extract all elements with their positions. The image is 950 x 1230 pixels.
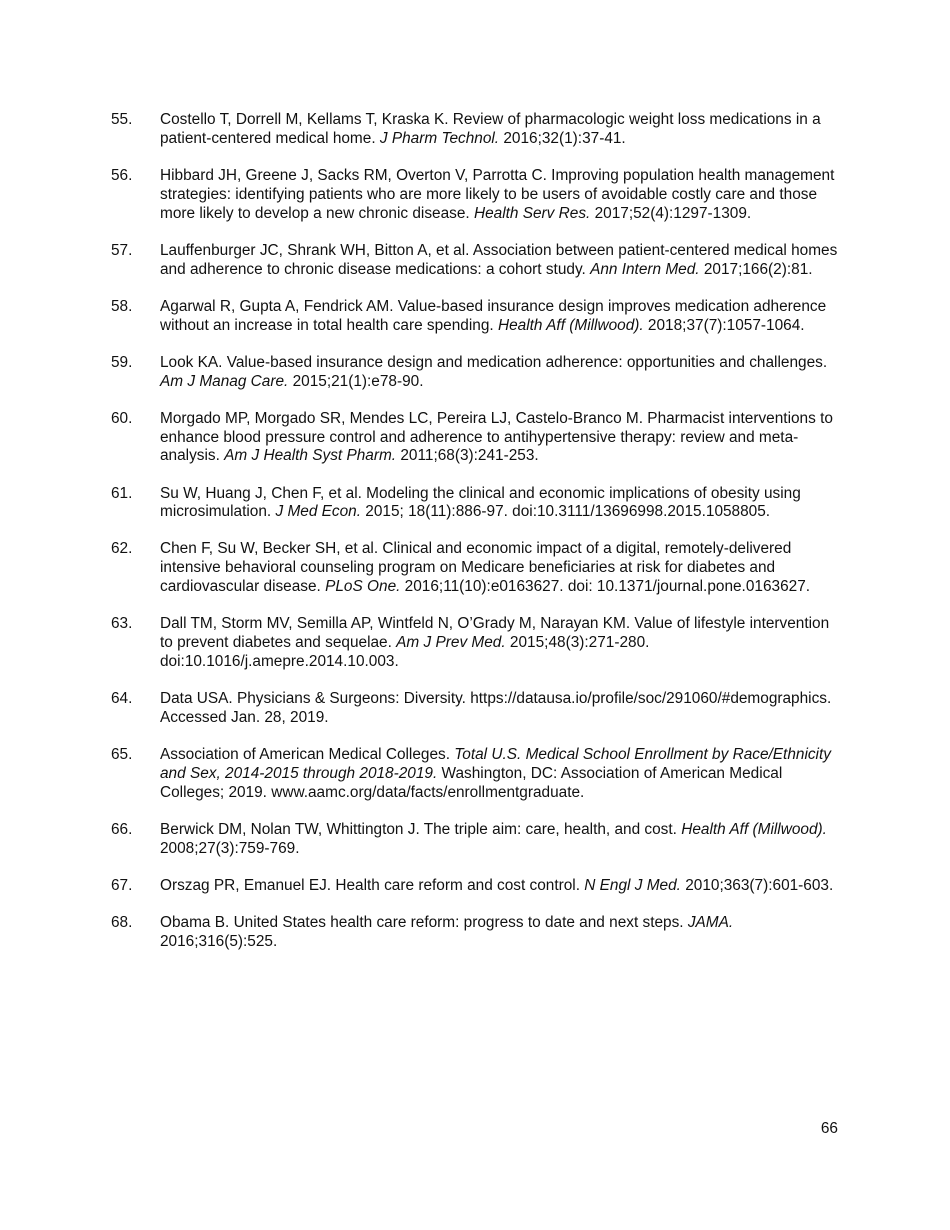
reference-text — [160, 354, 841, 392]
reference-text — [160, 615, 841, 671]
reference-segment: Agarwal R, Gupta A, Fendrick AM. Value-based insurance design improves medication adherence without an increase in total health care spending. — [160, 297, 827, 334]
reference-journal: J Med Econ. — [275, 503, 362, 521]
reference-segment: 2015;48(3):271-280. doi:10.1016/j.amepre.2014.10.003. — [160, 634, 650, 670]
reference-number: 63. — [111, 615, 133, 633]
reference-number: 61. — [111, 484, 133, 502]
reference-item — [111, 540, 841, 596]
reference-number: 65. — [111, 746, 133, 764]
reference-journal: PLoS One. — [325, 578, 401, 596]
reference-journal: N Engl J Med. — [584, 876, 681, 894]
reference-text — [160, 914, 841, 952]
reference-text — [160, 746, 841, 802]
reference-segment: Data USA. Physicians & Surgeons: Diversity. https://datausa.io/profile/soc/291060/#demographics. Accessed Jan. 28, 2019. — [160, 690, 832, 726]
reference-item — [111, 298, 841, 336]
reference-text — [160, 877, 841, 896]
reference-segment: 2017;52(4):1297-1309. — [590, 204, 752, 222]
reference-segment: Dall TM, Storm MV, Semilla AP, Wintfeld N, O’Grady M, Narayan KM. Value of lifestyle intervention to prevent diabetes and sequelae. — [160, 615, 830, 652]
reference-journal: Health Serv Res. — [473, 204, 591, 222]
reference-journal: Health Aff (Millwood). — [497, 316, 644, 334]
reference-item — [111, 242, 841, 280]
reference-segment: Lauffenburger JC, Shrank WH, Bitton A, et al. Association between patient-centered medical homes and adherence to chronic disease medications: a cohort study. — [160, 241, 838, 278]
reference-segment: Su W, Huang J, Chen F, et al. Modeling the clinical and economic implications of obesity using microsimulation. — [160, 484, 801, 521]
reference-segment: Morgado MP, Morgado SR, Mendes LC, Pereira LJ, Castelo-Branco M. Pharmacist interventions to enhance blood pressure control and adherence to antihypertensive therapy: review and meta-analysis. — [160, 409, 833, 465]
reference-segment: 2008;27(3):759-769. — [160, 839, 300, 857]
reference-segment: Look KA. Value-based insurance design and medication adherence: opportunities and challenges. — [160, 353, 828, 371]
reference-item — [111, 167, 841, 223]
reference-segment: 2011;68(3):241-253. — [396, 447, 539, 465]
reference-number: 57. — [111, 241, 133, 259]
page-number: 66 — [820, 1120, 838, 1137]
reference-segment: Costello T, Dorrell M, Kellams T, Kraska K. Review of pharmacologic weight loss medications in a patient-centered medical home. — [160, 111, 821, 147]
reference-journal: J Pharm Technol. — [379, 129, 500, 147]
reference-segment: Obama B. United States health care reform: progress to date and next steps. — [160, 913, 688, 931]
reference-journal: Health Aff (Millwood). — [681, 820, 827, 838]
reference-number: 68. — [111, 913, 133, 931]
reference-item — [111, 877, 841, 896]
reference-segment: Hibbard JH, Greene J, Sacks RM, Overton V, Parrotta C. Improving population health management strategies: identifying patients who are more likely to be users of avoidable costly care and those more likely to develop a new chronic disease. — [160, 166, 835, 222]
reference-text — [160, 690, 841, 728]
reference-journal: Am J Prev Med. — [396, 634, 506, 652]
reference-text — [160, 821, 841, 859]
reference-segment: Chen F, Su W, Becker SH, et al. Clinical and economic impact of a digital, remotely-delivered intensive behavioral counseling program on Medicare beneficiaries at risk for diabetes and cardiovascular disease. — [160, 540, 792, 596]
reference-segment: 2016;32(1):37-41. — [499, 129, 626, 147]
reference-number: 64. — [111, 690, 133, 708]
reference-text — [160, 410, 841, 466]
reference-item — [111, 615, 841, 671]
reference-journal: Total U.S. Medical School Enrollment by Race/Ethnicity and Sex, 2014-2015 through 2018-2019. — [160, 746, 831, 782]
reference-item — [111, 690, 841, 728]
reference-segment: 2010;363(7):601-603. — [680, 876, 834, 894]
reference-number: 58. — [111, 297, 133, 315]
reference-number: 56. — [111, 166, 133, 184]
reference-list — [111, 111, 841, 970]
reference-item — [111, 821, 841, 859]
reference-segment: Washington, DC: Association of American Medical Colleges; 2019. www.aamc.org/data/facts/enrollmentgraduate. — [160, 764, 783, 801]
reference-item — [111, 410, 841, 466]
reference-item — [111, 354, 841, 392]
reference-journal: Ann Intern Med. — [590, 260, 700, 278]
reference-text — [160, 242, 841, 280]
reference-text — [160, 540, 841, 596]
reference-segment: Association of American Medical Colleges. — [160, 746, 455, 764]
reference-item — [111, 485, 841, 523]
reference-text — [160, 298, 841, 336]
reference-journal: Am J Health Syst Pharm. — [224, 447, 397, 465]
reference-number: 59. — [111, 353, 133, 371]
reference-segment: 2015; 18(11):886-97. doi:10.3111/13696998.2015.1058805. — [361, 503, 771, 521]
reference-segment: 2016;316(5):525. — [160, 932, 278, 950]
reference-item — [111, 111, 841, 149]
reference-number: 60. — [111, 409, 133, 427]
reference-journal: Am J Manag Care. — [160, 372, 289, 390]
reference-segment: 2015;21(1):e78-90. — [288, 372, 424, 390]
reference-segment: Orszag PR, Emanuel EJ. Health care reform and cost control. — [160, 876, 585, 894]
reference-segment: Berwick DM, Nolan TW, Whittington J. The triple aim: care, health, and cost. — [160, 820, 682, 838]
reference-segment: 2016;11(10):e0163627. doi: 10.1371/journal.pone.0163627. — [400, 578, 811, 596]
reference-text — [160, 485, 841, 523]
reference-segment: 2017;166(2):81. — [699, 260, 813, 278]
reference-number: 62. — [111, 540, 133, 558]
reference-text — [160, 111, 841, 149]
reference-journal: JAMA. — [687, 913, 734, 931]
reference-segment: 2018;37(7):1057-1064. — [643, 316, 805, 334]
reference-text — [160, 167, 841, 223]
reference-number: 67. — [111, 876, 133, 894]
reference-item — [111, 746, 841, 802]
reference-item — [111, 914, 841, 952]
reference-number: 66. — [111, 820, 133, 838]
reference-number: 55. — [111, 111, 133, 128]
